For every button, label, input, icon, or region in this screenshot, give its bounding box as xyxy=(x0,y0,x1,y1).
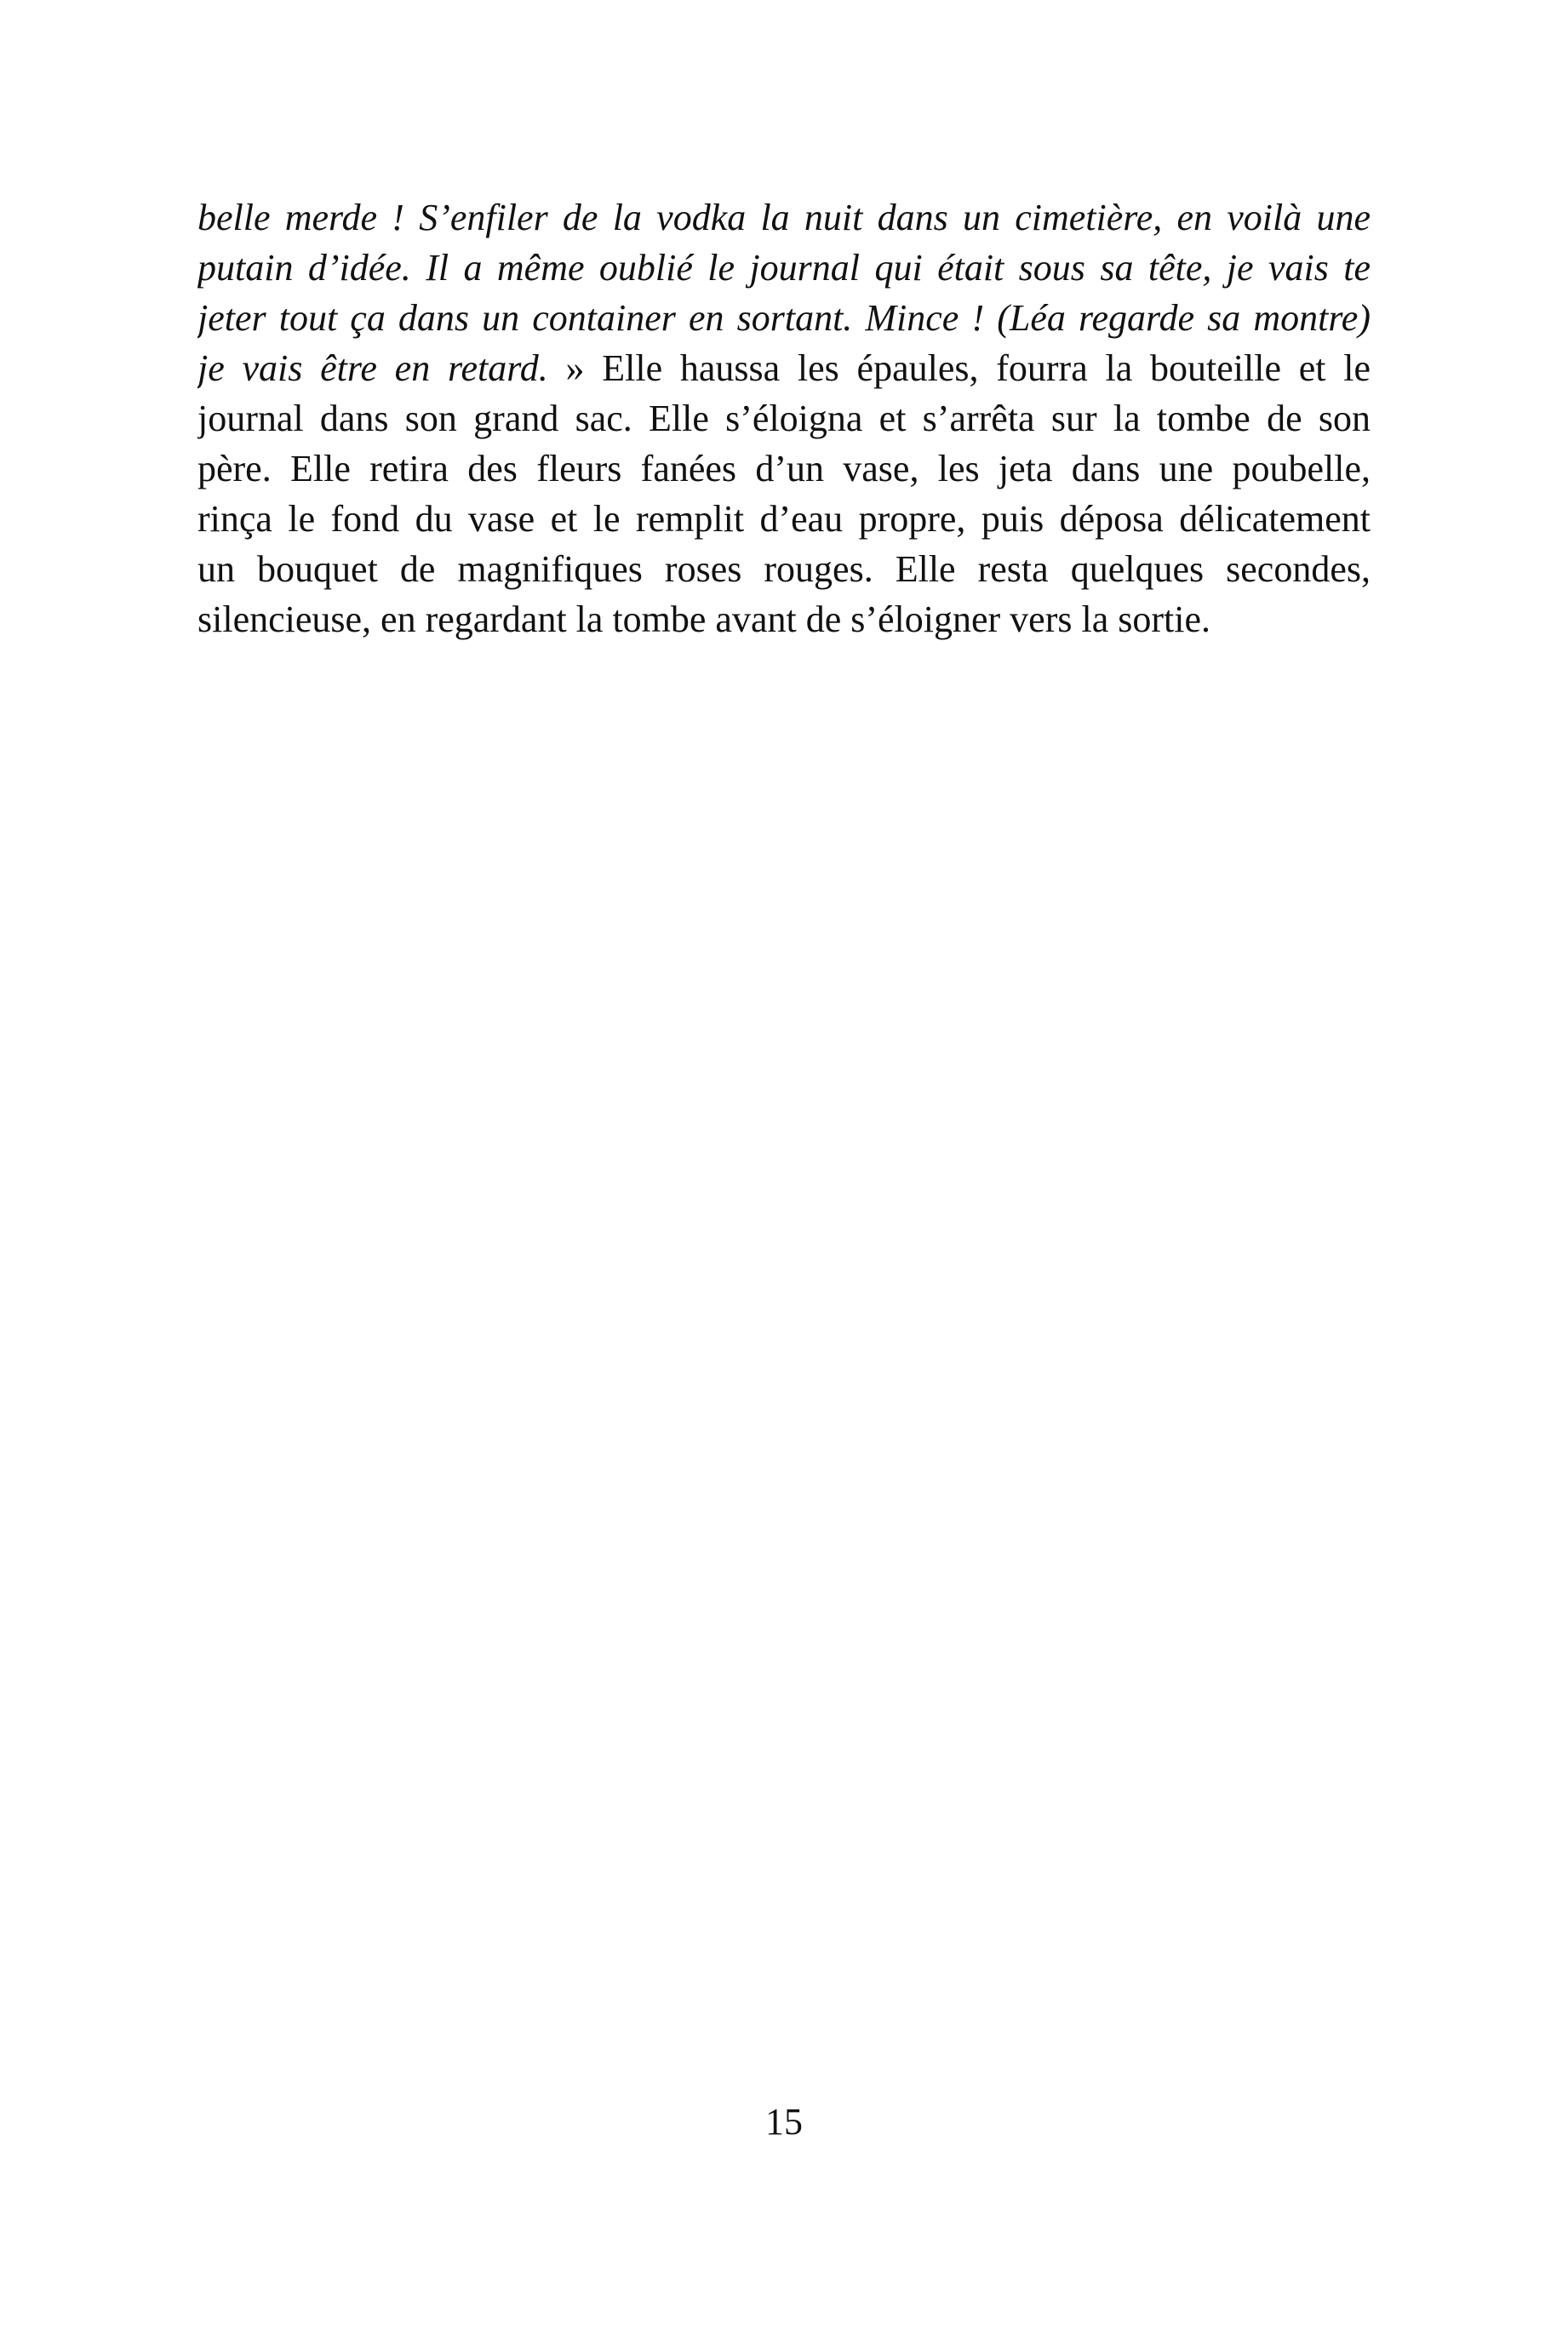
body-paragraph xyxy=(197,192,1371,644)
roman-text: journal dans son grand sac. Elle s’éloigna et s’arrêta sur la tombe de son xyxy=(197,398,1371,439)
italic-text: belle merde ! S’enfiler de la vodka la nuit dans un cimetière, en voilà une xyxy=(197,197,1371,238)
text-line-3 xyxy=(197,293,1371,343)
text-line-7 xyxy=(197,494,1371,544)
roman-text: rinça le fond du vase et le remplit d’eau propre, puis déposa délicatement xyxy=(197,498,1371,540)
italic-text: putain d’idée. Il a même oublié le journal qui était sous sa tête, je vais te xyxy=(197,247,1371,289)
roman-text: un bouquet de magnifiques roses rouges. Elle resta quelques secondes, xyxy=(197,548,1371,590)
roman-text: silencieuse, en regardant la tombe avant de s’éloigner vers la sortie. xyxy=(197,598,1210,640)
italic-text: jeter tout ça dans un container en sortant. Mince ! (Léa regarde sa montre) xyxy=(197,297,1371,339)
text-line-2 xyxy=(197,243,1371,293)
italic-text: je vais être en retard. xyxy=(197,347,548,389)
page-number: 15 xyxy=(765,2101,803,2143)
text-line-9 xyxy=(197,594,1371,644)
text-line-6 xyxy=(197,444,1371,494)
roman-text: père. Elle retira des fleurs fanées d’un vase, les jeta dans une poubelle, xyxy=(197,448,1371,489)
text-line-8 xyxy=(197,544,1371,594)
roman-text: » Elle haussa les épaules, fourra la bouteille et le xyxy=(547,347,1371,389)
text-line-4 xyxy=(197,343,1371,393)
text-line-5 xyxy=(197,393,1371,444)
text-line-1 xyxy=(197,192,1371,243)
